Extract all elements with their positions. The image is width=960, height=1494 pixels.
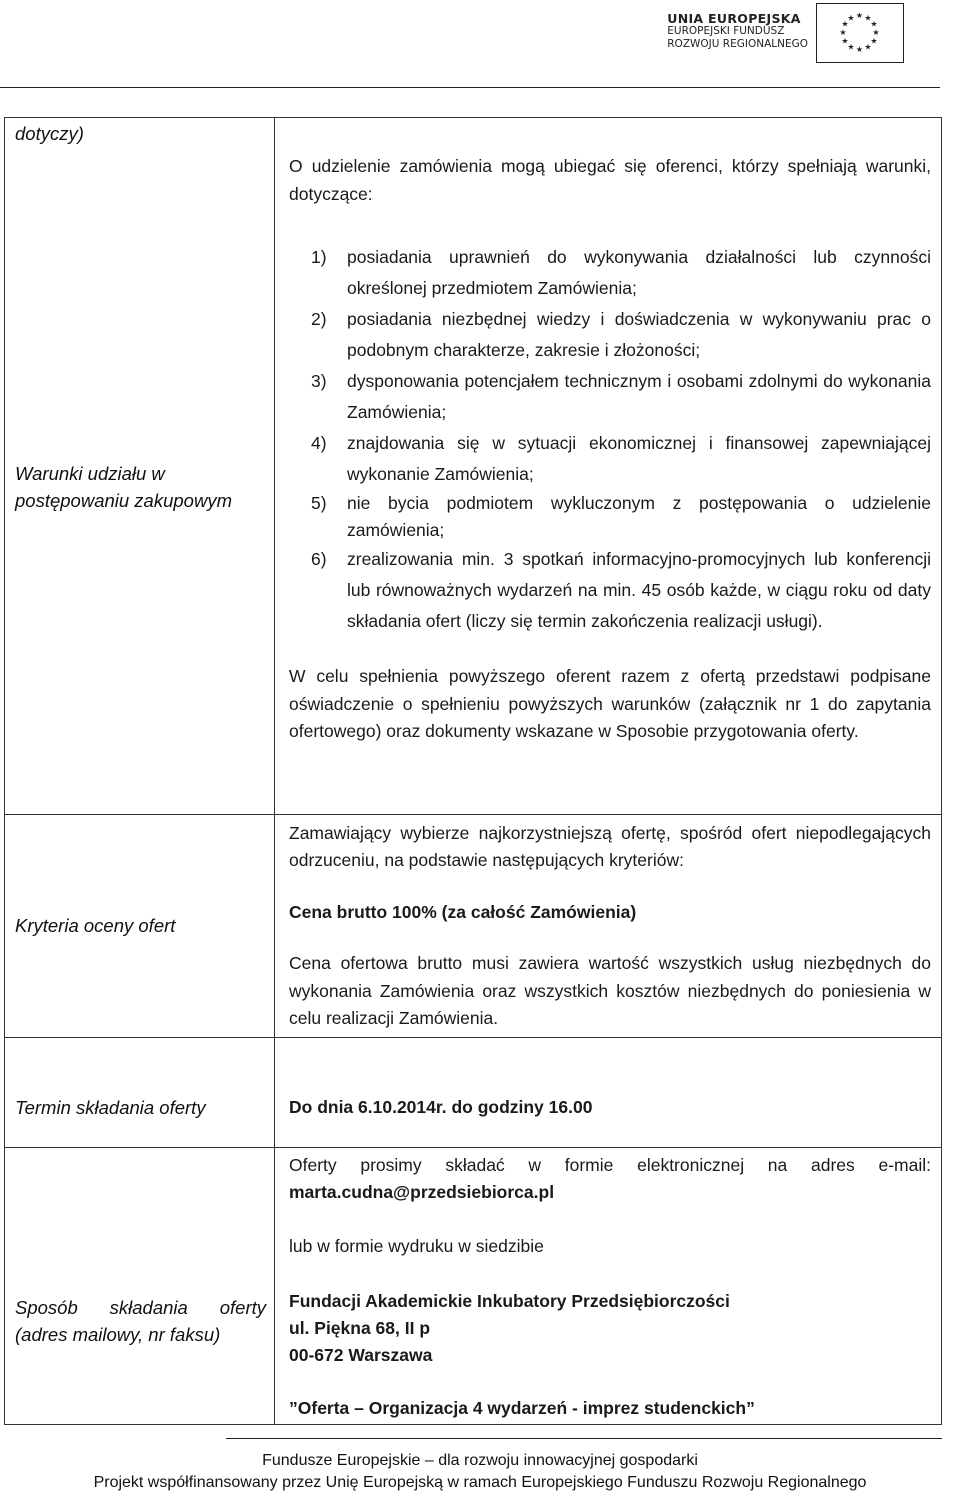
deadline-value: Do dnia 6.10.2014r. do godziny 16.00 <box>275 1038 942 1148</box>
criteria-content-cell <box>275 815 942 1038</box>
conditions-content-cell <box>275 118 942 815</box>
eu-line3: ROZWOJU REGIONALNEGO <box>667 38 808 50</box>
list-item <box>289 366 931 428</box>
list-item-number: 4) <box>311 433 327 453</box>
list-item-text: znajdowania się w sytuacji ekonomicznej i finansowej zapewniającej wykonanie Zamówienia; <box>347 433 931 484</box>
criteria-intro: Zamawiający wybierze najkorzystniejszą ofertę, spośród ofert niepodlegających odrzuceniu, na podstawie następujących kryteriów: <box>289 822 931 870</box>
list-item <box>289 428 931 490</box>
list-item-number: 2) <box>311 309 327 329</box>
list-item-number: 1) <box>311 247 327 267</box>
list-item-number: 3) <box>311 371 327 391</box>
eu-line2: EUROPEJSKI FUNDUSZ <box>667 25 785 37</box>
list-item-text: nie bycia podmiotem wykluczonym z postępowania o udzielenie zamówienia; <box>347 493 931 540</box>
svg-text:★: ★ <box>847 42 855 52</box>
list-item-text: posiadania uprawnień do wykonywania działalności lub czynności określonej przedmiotem Zamówienia; <box>347 247 931 298</box>
submission-email: marta.cudna@przedsiebiorca.pl <box>289 1182 555 1202</box>
criteria-label: Kryteria oceny ofert <box>5 815 275 1038</box>
conditions-intro: O udzielenie zamówienia mogą ubiegać się oferenci, którzy spełniają warunki, dotyczące: <box>289 156 931 204</box>
list-item <box>289 544 931 637</box>
list-item-number: 5) <box>311 493 327 513</box>
criteria-note: Cena ofertowa brutto musi zawiera wartość wszystkich usług niezbędnych do wykonania Zamówienia oraz wszystkich kosztów niezbędnych do poniesienia w celu realizacji Zamówienia. <box>289 953 931 1028</box>
conditions-label <box>15 460 232 514</box>
list-item <box>289 490 931 544</box>
submission-label-line1: Sposób składania oferty <box>15 1297 266 1318</box>
eu-line1: UNIA EUROPEJSKA <box>667 11 801 26</box>
page-header <box>0 0 960 90</box>
list-item <box>289 304 931 366</box>
conditions-label-line1: Warunki udziału w <box>15 463 165 484</box>
eu-flag-icon <box>816 3 904 63</box>
table-row <box>5 1038 942 1148</box>
svg-text:★: ★ <box>864 13 872 23</box>
svg-text:★: ★ <box>839 28 847 37</box>
criteria-price: Cena brutto 100% (za całość Zamówienia) <box>289 901 637 922</box>
address-line1: Fundacji Akademickie Inkubatory Przedsiębiorczości <box>289 1290 730 1311</box>
svg-text:★: ★ <box>870 36 878 46</box>
table-row <box>5 815 942 1038</box>
submission-alt: lub w formie wydruku w siedzibie <box>289 1236 544 1256</box>
continuation-label: dotyczy) <box>15 123 84 144</box>
footer-line2: Projekt współfinansowany przez Unię Europejską w ramach Europejskiego Funduszu Rozwoju Regionalnego <box>93 1474 867 1491</box>
conditions-closing: W celu spełnienia powyższego oferent razem z ofertą przedstawi podpisane oświadczenie o spełnieniu powyższych warunków (załącznik nr 1 do zapytania ofertowego) oraz dokumenty wskazane w Sposobie przygotowania oferty. <box>289 666 931 741</box>
footer-divider <box>226 1438 942 1439</box>
svg-text:★: ★ <box>872 28 880 37</box>
submission-intro: Oferty prosimy składać w formie elektronicznej na adres e-mail: <box>289 1155 931 1175</box>
svg-text:★: ★ <box>841 19 849 29</box>
list-item-text: zrealizowania min. 3 spotkań informacyjno-promocyjnych lub konferencji lub równoważnych wydarzeń na min. 45 osób każde, w ciągu roku od daty składania ofert (liczy się termin zakończenia realizacji usługi). <box>347 549 931 631</box>
deadline-label: Termin składania oferty <box>5 1038 275 1148</box>
eu-logo-text <box>667 12 808 51</box>
table-row <box>5 118 942 815</box>
svg-text:★: ★ <box>855 45 864 54</box>
address-line3: 00-672 Warszawa <box>289 1344 433 1365</box>
svg-text:★: ★ <box>864 42 872 52</box>
conditions-label-cell <box>5 118 275 815</box>
footer-line1: Fundusze Europejskie – dla rozwoju innowacyjnej gospodarki <box>262 1452 698 1469</box>
svg-text:★: ★ <box>870 19 878 29</box>
list-item <box>289 242 931 304</box>
address-line2: ul. Piękna 68, II p <box>289 1317 431 1338</box>
submission-label <box>5 1148 275 1425</box>
svg-text:★: ★ <box>841 36 849 46</box>
svg-text:★: ★ <box>855 11 864 20</box>
list-item-text: posiadania niezbędnej wiedzy i doświadczenia w wykonywaniu prac o podobnym charakterze, zakresie i złożoności; <box>347 309 931 360</box>
offer-title: ”Oferta – Organizacja 4 wydarzeń - imprez studenckich” <box>289 1397 755 1418</box>
conditions-list <box>289 242 931 637</box>
header-divider <box>0 87 940 88</box>
submission-address <box>289 1288 931 1369</box>
conditions-table <box>4 117 942 1425</box>
list-item-number: 6) <box>311 549 327 569</box>
conditions-label-line2: postępowaniu zakupowym <box>15 490 232 511</box>
table-row <box>5 1148 942 1425</box>
svg-text:★: ★ <box>847 13 855 23</box>
submission-label-line2: (adres mailowy, nr faksu) <box>15 1324 221 1345</box>
submission-content-cell <box>275 1148 942 1425</box>
list-item-text: dysponowania potencjałem technicznym i osobami zdolnymi do wykonania Zamówienia; <box>347 371 931 422</box>
